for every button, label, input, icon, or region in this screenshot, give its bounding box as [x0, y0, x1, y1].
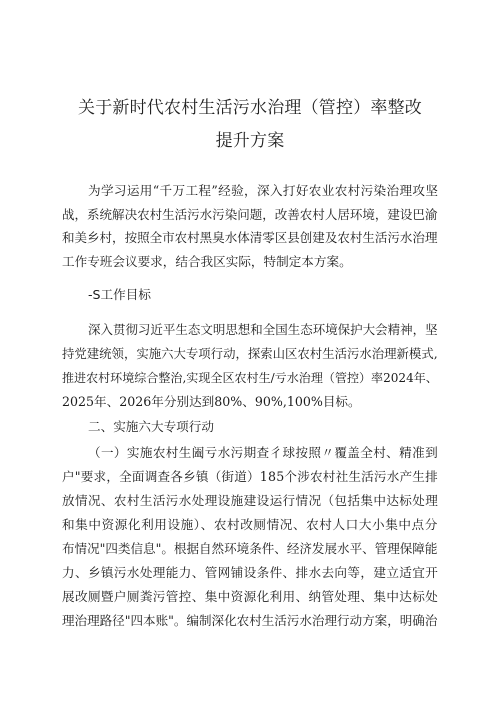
section-2-line: 理治理路径"四本账"。编制深化农村生活污水治理行动方案，明确治: [62, 613, 438, 628]
section-1-heading: -S工作目标: [88, 287, 151, 302]
section-2-line: （一）实施农村生阖亏水污期查彳球按照〃覆盖全村、精准到: [88, 445, 439, 460]
section-1-line: 持党建统领，实施六大专项行动，探索山区农村生活污水治理新模式,: [62, 346, 438, 361]
intro-line: 工作专班会议要求，结合我区实际，特制定本方案。: [62, 254, 352, 269]
section-2-line: 户"要求，全面调查各乡镇（街道）185个涉农村社生活污水产生排: [62, 469, 438, 484]
section-2-line: 展改厕暨户厕粪污管控、集中资源化利用、纳管处理、集中达标处: [62, 589, 439, 604]
section-2-line: 和集中资源化利用设施）、农村改厕情况、农村人口大小集中点分: [62, 517, 438, 532]
section-2-line: 放情况、农村生活污水处理设施建设运行情况（包括集中达标处理: [62, 493, 439, 508]
section-2-heading: 二、实施六大专项行动: [88, 419, 214, 434]
section-1-line: 推进农村环境综合整治,实现全区农村生/亏水治理（管控）率2024年、: [62, 371, 438, 385]
document-title-line-1: 关于新时代农村生活污水治理（管控）率整改: [78, 98, 422, 118]
section-1-line: 深入贯彻习近平生态文明思想和全国生态环境保护大会精神，坚: [88, 322, 438, 337]
intro-line: 和美乡村，按照全市农村黑臭水体清零区县创建及农村生活污水治理: [62, 230, 438, 245]
section-2-line: 力、乡镇污水处理能力、管网铺设条件、排水去向等，建立适宜开: [62, 565, 439, 580]
document-title-line-2: 提升方案: [215, 131, 285, 151]
intro-line: 战，系统解决农村生活污水污染问题，改善农村人居环境，建设巴渝: [62, 207, 438, 222]
intro-line: 为学习运用“千万工程”经验，深入打好农业农村污染治理攻坚: [88, 183, 439, 198]
section-2-line: 布情况"四类信息"。根据自然环境条件、经济发展水平、管理保障能: [62, 541, 438, 556]
section-1-line: 2025年、2026年分别达到80%、90%,100%目标。: [62, 394, 361, 409]
